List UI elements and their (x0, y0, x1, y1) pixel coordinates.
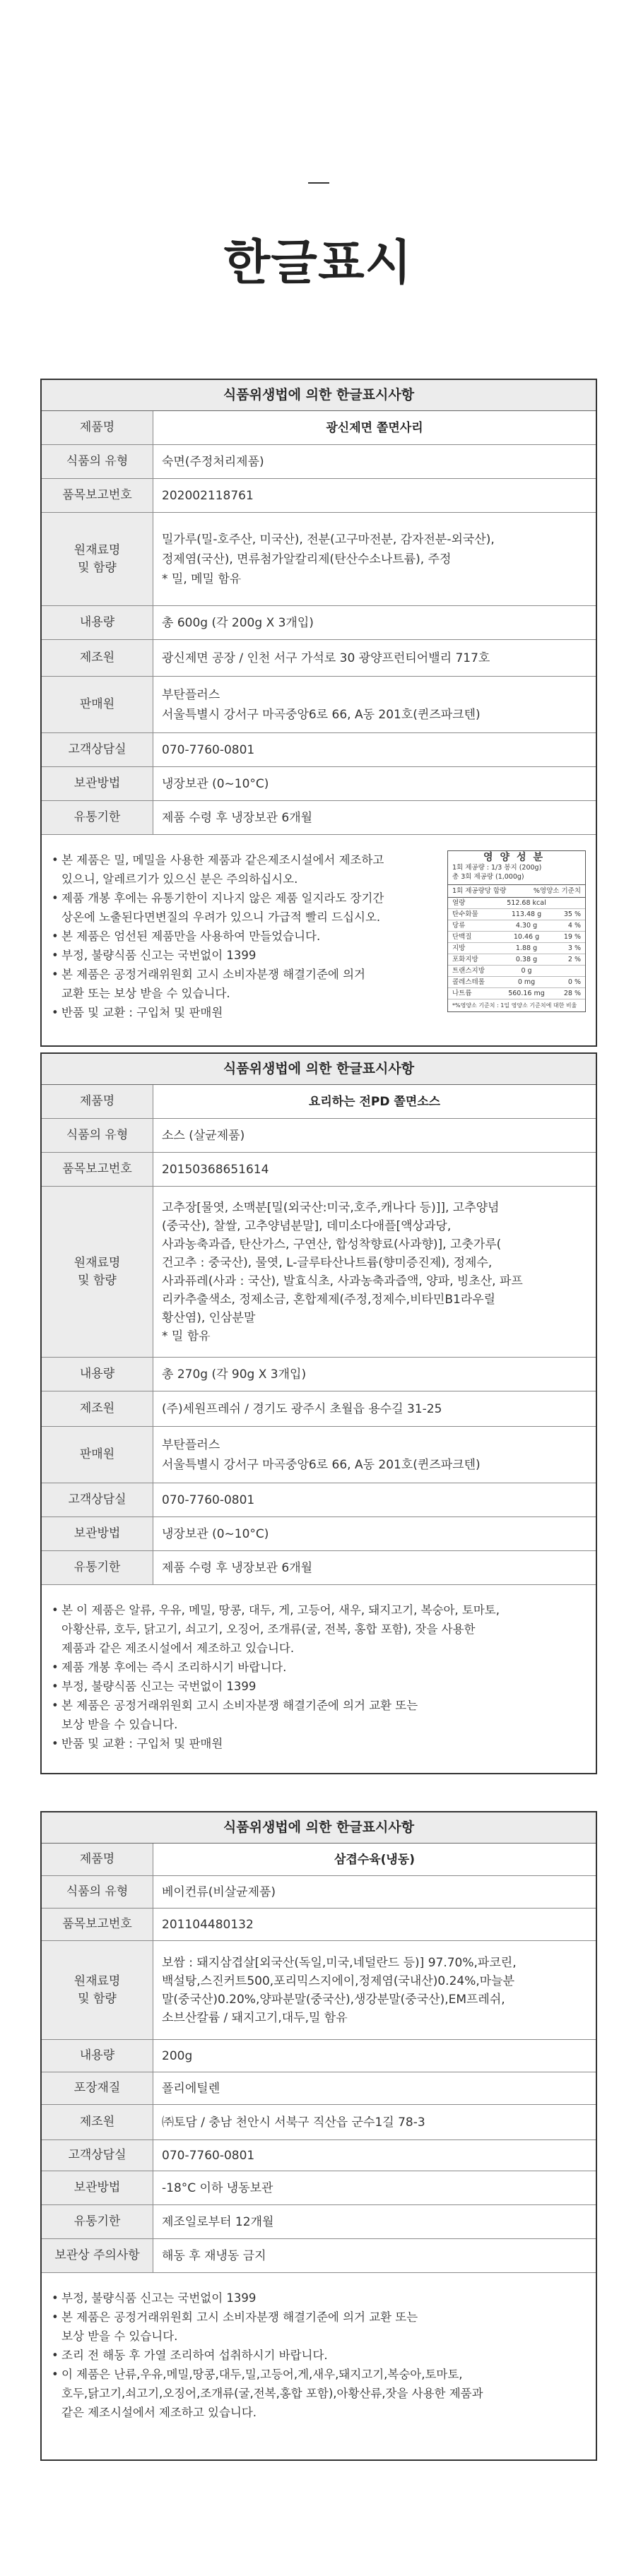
nutrient-percent: 3 % (567, 944, 581, 952)
nutrition-row (448, 932, 585, 943)
row-value: 200g (162, 2048, 193, 2063)
nutrition-row (448, 977, 585, 988)
nutrient-percent: 2 % (567, 956, 581, 963)
row-storage-caution (42, 2239, 596, 2273)
row-key: 유통기한 (42, 1551, 153, 1584)
row-value: 부탄플러스 서울특별시 강서구 마곡중앙6로 66, A동 201호(퀸즈파크텐) (162, 1437, 481, 1472)
label-box-sauce (40, 1052, 597, 1774)
row-key: 식품의 유형 (42, 445, 153, 478)
row-value: 총 600g (각 200g X 3개입) (162, 615, 314, 630)
row-value: 20150368651614 (162, 1162, 269, 1177)
row-value: 냉장보관 (0~10°C) (162, 776, 269, 791)
row-packaging (42, 2072, 596, 2105)
nutrient-percent: 4 % (567, 922, 581, 930)
row-key: 고객상담실 (42, 733, 153, 766)
nutrient-amount: 113.48 g (511, 910, 542, 918)
nutrient-percent: 0 % (567, 978, 581, 986)
note-item: • 부정, 불량식품 신고는 국번없이 1399 (52, 2289, 586, 2308)
row-net-weight (42, 2040, 596, 2072)
note-item: • 부정, 불량식품 신고는 국번없이 1399 (52, 1677, 586, 1696)
row-key: 유통기한 (42, 801, 153, 834)
row-value: 202002118761 (162, 488, 254, 503)
nutrition-row (448, 966, 585, 977)
nutrient-amount: 4.30 g (515, 922, 538, 930)
row-key: 원재료명 및 함량 (42, 1941, 153, 2039)
row-key: 품목보고번호 (42, 1153, 153, 1186)
row-key: 원재료명 및 함량 (42, 513, 153, 605)
row-expiry (42, 801, 596, 835)
note-item: • 반품 및 교환 : 구입처 및 판매원 (52, 1734, 586, 1753)
row-food-type (42, 445, 596, 479)
nutrition-footnote: *%영양소 기준치 : 1일 영양소 기준치에 대한 비율 (452, 1002, 577, 1009)
nutrient-name: 나트륨 (452, 990, 472, 997)
nutrient-amount: 0.38 g (515, 956, 538, 963)
row-value: 201104480132 (162, 1917, 254, 1932)
nutrient-amount: 0 g (521, 967, 532, 975)
row-storage (42, 1517, 596, 1551)
row-manufacturer (42, 2105, 596, 2140)
row-value: 보쌈 : 돼지삼겹살[외국산(독일,미국,네덜란드 등)] 97.70%,파코린, 백설탕,스진커트500,포리믹스지에이,정제염(국내산)0.24%,마늘분 말(중국산)0.20%,양파분말(중국산),생강분말(중국산),EM프레쉬, 소브산칼륨 / 돼지고기,대두,밀 함유 (162, 1955, 517, 2025)
row-value: 해동 후 재냉동 금지 (162, 2248, 266, 2263)
nutrition-header (448, 885, 585, 898)
row-value: 부탄플러스 서울특별시 강서구 마곡중앙6로 66, A동 201호(퀸즈파크텐) (162, 687, 481, 722)
row-customer-service (42, 2140, 596, 2171)
row-storage (42, 2171, 596, 2205)
row-ingredients (42, 1187, 596, 1358)
label-heading: 식품위생법에 의한 한글표시사항 (42, 1812, 596, 1844)
row-customer-service (42, 1483, 596, 1517)
row-manufacturer (42, 1391, 596, 1427)
note-item: • 본 이 제품은 알류, 우유, 메밀, 땅콩, 대두, 게, 고등어, 새우, 돼지고기, 복숭아, 토마토, 아황산류, 호두, 닭고기, 쇠고기, 오징어, 조개류(굴, 전복, 홍합 포함), 잣을 사용한 제품과 같은 제조시설에서 제조하고 있습니다. (52, 1601, 586, 1658)
row-seller (42, 1427, 596, 1483)
note-item: • 조리 전 해동 후 가열 조리하여 섭취하시기 바랍니다. (52, 2346, 586, 2365)
row-key: 품목보고번호 (42, 479, 153, 512)
nutrient-name: 당류 (452, 922, 466, 930)
row-key: 판매원 (42, 1427, 153, 1483)
row-value: 폴리에틸렌 (162, 2081, 220, 2096)
row-value: 고추장[물엿, 소맥분[밀(외국산:미국,호주,캐나다 등)]], 고추양념 (중국산), 찰쌀, 고추양념분말], 데미소다애플[액상과당, 사과농축과즙, 탄산가스, 구연산, 합성착향료(사과향)], 고춧가루( 건고추 : 중국산), 물엿, L-글루타산나트륨(향미증진제), 정제수, 사과퓨레(사과 : 국산), 발효식초, 사과농축과즙액, 양파, 빙초산, 파프 리카추출색소, 정제소금, 혼합제제(주정,정제수,비타민B1라우릴 황산염), 인삼분말 * 밀 함유 (162, 1200, 523, 1343)
row-value: -18°C 이하 냉동보관 (162, 2180, 273, 2195)
label-heading: 식품위생법에 의한 한글표시사항 (42, 380, 596, 411)
row-expiry (42, 1551, 596, 1585)
label-box-pork (40, 1811, 597, 2461)
nutrient-name: 콜레스테롤 (452, 978, 485, 986)
row-value: 070-7760-0801 (162, 742, 255, 757)
page-title: 한글표시 (223, 235, 413, 291)
row-key: 내용량 (42, 606, 153, 639)
row-key: 제품명 (42, 1844, 153, 1875)
nutrient-name: 단백질 (452, 933, 472, 941)
row-ingredients (42, 1941, 596, 2040)
nutrition-header-left: 1회 제공량당 함량 (452, 887, 507, 895)
row-value: 제품 수령 후 냉장보관 6개월 (162, 1560, 313, 1575)
row-key: 유통기한 (42, 2205, 153, 2238)
row-value: 제조일로부터 12개월 (162, 2214, 274, 2229)
note-item: • 반품 및 교환 : 구입처 및 판매원 (52, 1003, 447, 1022)
nutrient-percent: 35 % (563, 910, 581, 918)
nutrition-title: 영양성분 (483, 852, 550, 863)
label-heading: 식품위생법에 의한 한글표시사항 (42, 1054, 596, 1085)
note-item: • 이 제품은 난류,우유,메밀,땅콩,대두,밀,고등어,게,새우,돼지고기,복숭아,토마토, 호두,닭고기,쇠고기,오징어,조개류(굴,전복,홍합 포함),아황산류,잣을 사용한 제품과 같은 제조시설에서 제조하고 있습니다. (52, 2365, 586, 2422)
nutrient-name: 열량 (452, 899, 466, 907)
nutrient-name: 지방 (452, 944, 466, 952)
note-item: • 부정, 불량식품 신고는 국번없이 1399 (52, 946, 447, 965)
row-value: 광신제면 쫄면사리 (326, 420, 423, 435)
row-value: 요리하는 전PD 쫄면소스 (308, 1094, 441, 1109)
row-report-number (42, 1153, 596, 1187)
note-item: • 본 제품은 밀, 메밀을 사용한 제품과 같은제조시설에서 제조하고 있으니, 알레르기가 있으신 분은 주의하십시오. (52, 850, 447, 889)
notes-section (42, 2273, 596, 2459)
nutrient-amount: 560.16 mg (508, 990, 545, 997)
row-report-number (42, 1909, 596, 1941)
row-net-weight (42, 606, 596, 640)
nutrient-percent: 19 % (563, 933, 581, 941)
row-value: 냉장보관 (0~10°C) (162, 1526, 269, 1541)
nutrition-panel (447, 850, 586, 1012)
row-key: 제품명 (42, 1085, 153, 1118)
note-item: • 본 제품은 공정거래위원회 고시 소비자분쟁 해결기준에 의거 교환 또는 보상 받을 수 있습니다. (52, 2308, 586, 2346)
nutrient-name: 포화지방 (452, 956, 478, 963)
row-customer-service (42, 733, 596, 767)
row-value: ㈜토담 / 충남 천안시 서북구 직산읍 군수1길 78-3 (162, 2115, 425, 2130)
row-key: 보관방법 (42, 1517, 153, 1550)
nutrition-row (448, 920, 585, 932)
row-product-name (42, 411, 596, 445)
row-key: 보관방법 (42, 2171, 153, 2204)
row-net-weight (42, 1358, 596, 1391)
row-expiry (42, 2205, 596, 2239)
row-key: 판매원 (42, 677, 153, 732)
row-manufacturer (42, 640, 596, 677)
row-value: 제품 수령 후 냉장보관 6개월 (162, 810, 313, 825)
nutrient-percent (555, 966, 581, 975)
nutrition-serving: 1회 제공량 : 1/3 봉지 (200g) 총 3회 제공량 (1,000g) (448, 863, 585, 885)
nutrition-row (448, 943, 585, 954)
nutrient-amount: 1.88 g (515, 944, 538, 952)
nutrient-name: 트랜스지방 (452, 967, 485, 975)
row-key: 제조원 (42, 2105, 153, 2139)
row-food-type (42, 1876, 596, 1909)
nutrient-percent: 28 % (563, 990, 581, 997)
row-key: 보관상 주의사항 (42, 2239, 153, 2272)
title-divider (308, 182, 329, 184)
nutrient-amount: 10.46 g (513, 933, 540, 941)
row-key: 식품의 유형 (42, 1119, 153, 1152)
notes-section (42, 1585, 596, 1773)
row-value: 소스 (살균제품) (162, 1128, 245, 1143)
nutrient-amount: 0 mg (517, 978, 536, 986)
nutrient-amount: 512.68 kcal (507, 899, 546, 907)
row-key: 포장재질 (42, 2072, 153, 2104)
row-key: 고객상담실 (42, 2140, 153, 2171)
row-value: (주)세원프레쉬 / 경기도 광주시 초월읍 용수길 31-25 (162, 1401, 442, 1416)
row-key: 제품명 (42, 411, 153, 444)
row-key: 식품의 유형 (42, 1876, 153, 1908)
note-item: • 제품 개봉 후에는 즉시 조리하시기 바랍니다. (52, 1658, 586, 1677)
row-storage (42, 767, 596, 801)
nutrition-row (448, 954, 585, 966)
row-key: 내용량 (42, 2040, 153, 2072)
nutrition-row (448, 898, 585, 909)
row-product-name (42, 1844, 596, 1876)
row-key: 보관방법 (42, 767, 153, 800)
nutrition-header-right: %영양소 기준치 (533, 887, 581, 895)
nutrition-row (448, 909, 585, 920)
row-key: 품목보고번호 (42, 1909, 153, 1940)
row-value: 070-7760-0801 (162, 1492, 255, 1507)
nutrient-percent (555, 898, 581, 908)
notes-section (42, 835, 596, 1045)
row-key: 원재료명 및 함량 (42, 1187, 153, 1357)
row-value: 베이컨류(비살균제품) (162, 1884, 276, 1899)
nutrition-row (448, 988, 585, 999)
note-item: • 본 제품은 엄선된 제품만을 사용하여 만들었습니다. (52, 927, 447, 946)
row-value: 총 270g (각 90g X 3개입) (162, 1367, 307, 1382)
row-key: 고객상담실 (42, 1483, 153, 1516)
row-key: 제조원 (42, 1391, 153, 1426)
row-value: 밀가루(밀-호주산, 미국산), 전분(고구마전분, 감자전분-외국산), 정제염(국산), 면류첨가알칼리제(탄산수소나트륨), 주정 * 밀, 메밀 함유 (162, 532, 495, 586)
note-item: • 본 제품은 공정거래위원회 고시 소비자분쟁 해결기준에 의거 교환 또는 보상 받을 수 있습니다. (52, 965, 447, 1003)
row-report-number (42, 479, 596, 513)
note-item: • 본 제품은 공정거래위원회 고시 소비자분쟁 해결기준에 의거 교환 또는 보상 받을 수 있습니다. (52, 1696, 586, 1734)
row-product-name (42, 1085, 596, 1119)
row-value: 숙면(주정처리제품) (162, 454, 264, 469)
row-value: 070-7760-0801 (162, 2148, 255, 2163)
row-seller (42, 677, 596, 733)
note-item: • 제품 개봉 후에는 유통기한이 지나지 않은 제품 일지라도 장기간 상온에 노출된다면변질의 우려가 있으니 가급적 빨리 드십시오. (52, 889, 447, 927)
row-value: 광신제면 공장 / 인천 서구 가석로 30 광양프런티어밸리 717호 (162, 651, 490, 665)
row-food-type (42, 1119, 596, 1153)
row-ingredients (42, 513, 596, 606)
row-value: 삼겹수육(냉동) (334, 1852, 416, 1867)
row-key: 제조원 (42, 640, 153, 676)
nutrient-name: 탄수화물 (452, 910, 478, 918)
row-key: 내용량 (42, 1358, 153, 1391)
label-box-noodles (40, 379, 597, 1047)
